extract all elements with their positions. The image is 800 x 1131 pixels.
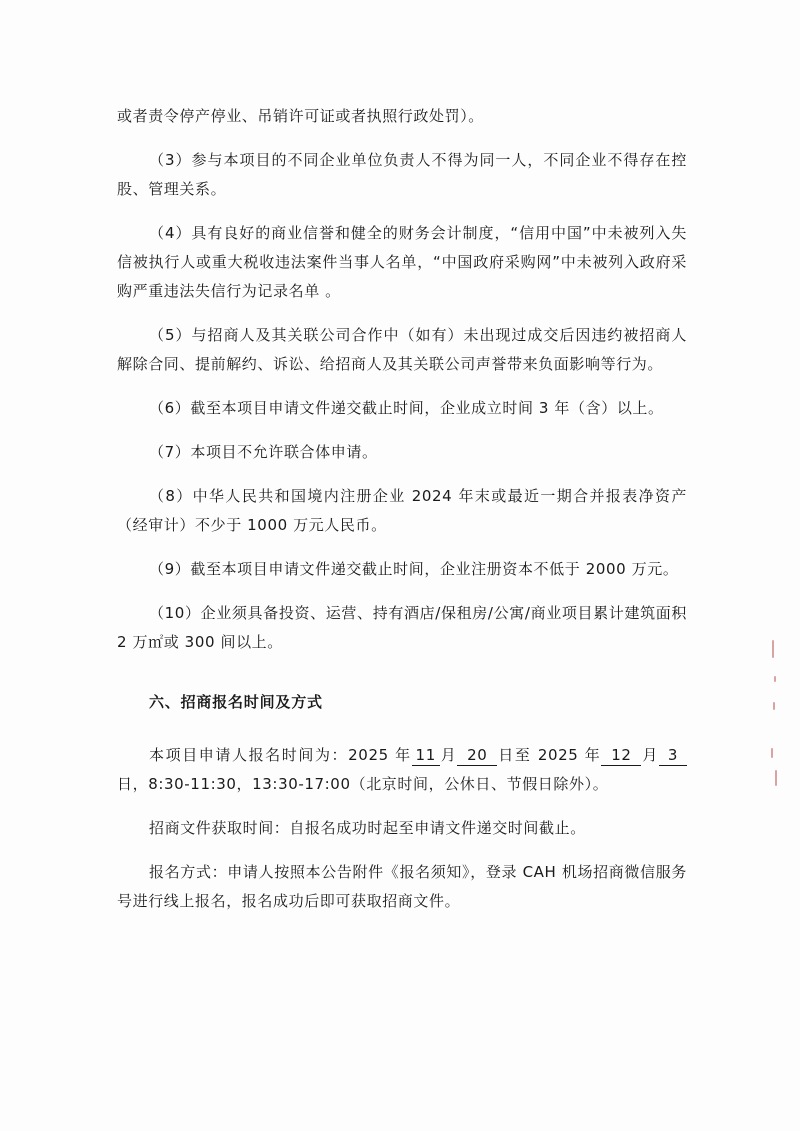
requirement-6 <box>117 394 687 423</box>
registration-method <box>117 858 687 916</box>
registration-mid: 日至 2025 年 <box>497 746 602 764</box>
text-line: （3）参与本项目的不同企业单位负责人不得为同一人，不同企业不得存在 <box>149 151 672 169</box>
registration-prefix: 本项目申请人报名时间为：2025 年 <box>149 746 412 764</box>
start-month-value: 11 <box>412 745 440 766</box>
scan-mark <box>771 748 773 758</box>
scan-mark <box>774 676 776 682</box>
text-line: 务号进行线上报名，报名成功后即可获取招商文件。 <box>117 863 687 910</box>
text-line: （4）具有良好的商业信誉和健全的财务会计制度，“信用中国”中未被列入 <box>149 224 672 242</box>
scan-mark <box>775 770 777 786</box>
section-heading: 六、招商报名时间及方式 <box>149 693 323 711</box>
requirement-9 <box>117 555 687 584</box>
requirement-8 <box>117 482 687 540</box>
month-label: 月 <box>641 746 659 764</box>
requirement-7 <box>117 438 687 467</box>
requirement-4 <box>117 219 687 306</box>
text-line: （经审计）不少于 1000 万元人民币。 <box>117 516 387 534</box>
document-acquisition-time: 招商文件获取时间：自报名成功时起至申请文件递交时间截止。 <box>149 819 586 837</box>
text-line: 面积 2 万㎡或 300 间以上。 <box>117 604 687 651</box>
office-hours: 8:30-11:30，13:30-17:00（北京时间，公休日、节假日除外）。 <box>148 775 609 793</box>
end-day-value: 3 <box>659 745 687 766</box>
text-line: （9）截至本项目申请文件递交截止时间，企业注册资本不低于 2000 万元。 <box>149 560 679 578</box>
text-line: 报名方式：申请人按照本公告附件《报名须知》，登录 CAH 机场招商微信服 <box>149 863 672 881</box>
text-line: （7）本项目不允许联合体申请。 <box>149 443 378 461</box>
registration-suffix: 日， <box>117 775 149 793</box>
text-line: 失信被执行人或重大税收违法案件当事人名单，“中国政府采购网”中未被列入 <box>117 224 687 271</box>
scan-mark <box>772 640 774 658</box>
scan-mark <box>773 702 775 710</box>
registration-time <box>117 741 687 799</box>
month-label: 月 <box>439 746 458 764</box>
requirement-10 <box>117 599 687 657</box>
text-line: 或者责令停产停业、吊销许可证或者执照行政处罚）。 <box>117 107 484 125</box>
document-body <box>117 102 687 931</box>
text-line: 控股、管理关系。 <box>117 151 687 198</box>
text-line: 政府采购严重违法失信行为记录名单 。 <box>117 253 687 300</box>
text-line: 人解除合同、提前解约、诉讼、给招商人及其关联公司声誉带来负面影响等行为。 <box>117 326 687 373</box>
text-line: （6）截至本项目申请文件递交截止时间，企业成立时间 3 年（含）以上。 <box>149 399 664 417</box>
text-line: （10）企业须具备投资、运营、持有酒店/保租房/公寓/商业项目累计建筑 <box>149 604 656 622</box>
requirement-5 <box>117 321 687 379</box>
text-line: （5）与招商人及其关联公司合作中（如有）未出现过成交后因违约被招商 <box>149 326 672 344</box>
end-month-value: 12 <box>601 745 641 766</box>
requirement-3 <box>117 146 687 204</box>
scan-artifact-marks <box>768 640 782 800</box>
text-line: （8）中华人民共和国境内注册企业 2024 年末或最近一期合并报表净资产 <box>149 487 687 505</box>
start-day-value: 20 <box>457 745 497 766</box>
paragraph-continuation <box>117 102 687 131</box>
